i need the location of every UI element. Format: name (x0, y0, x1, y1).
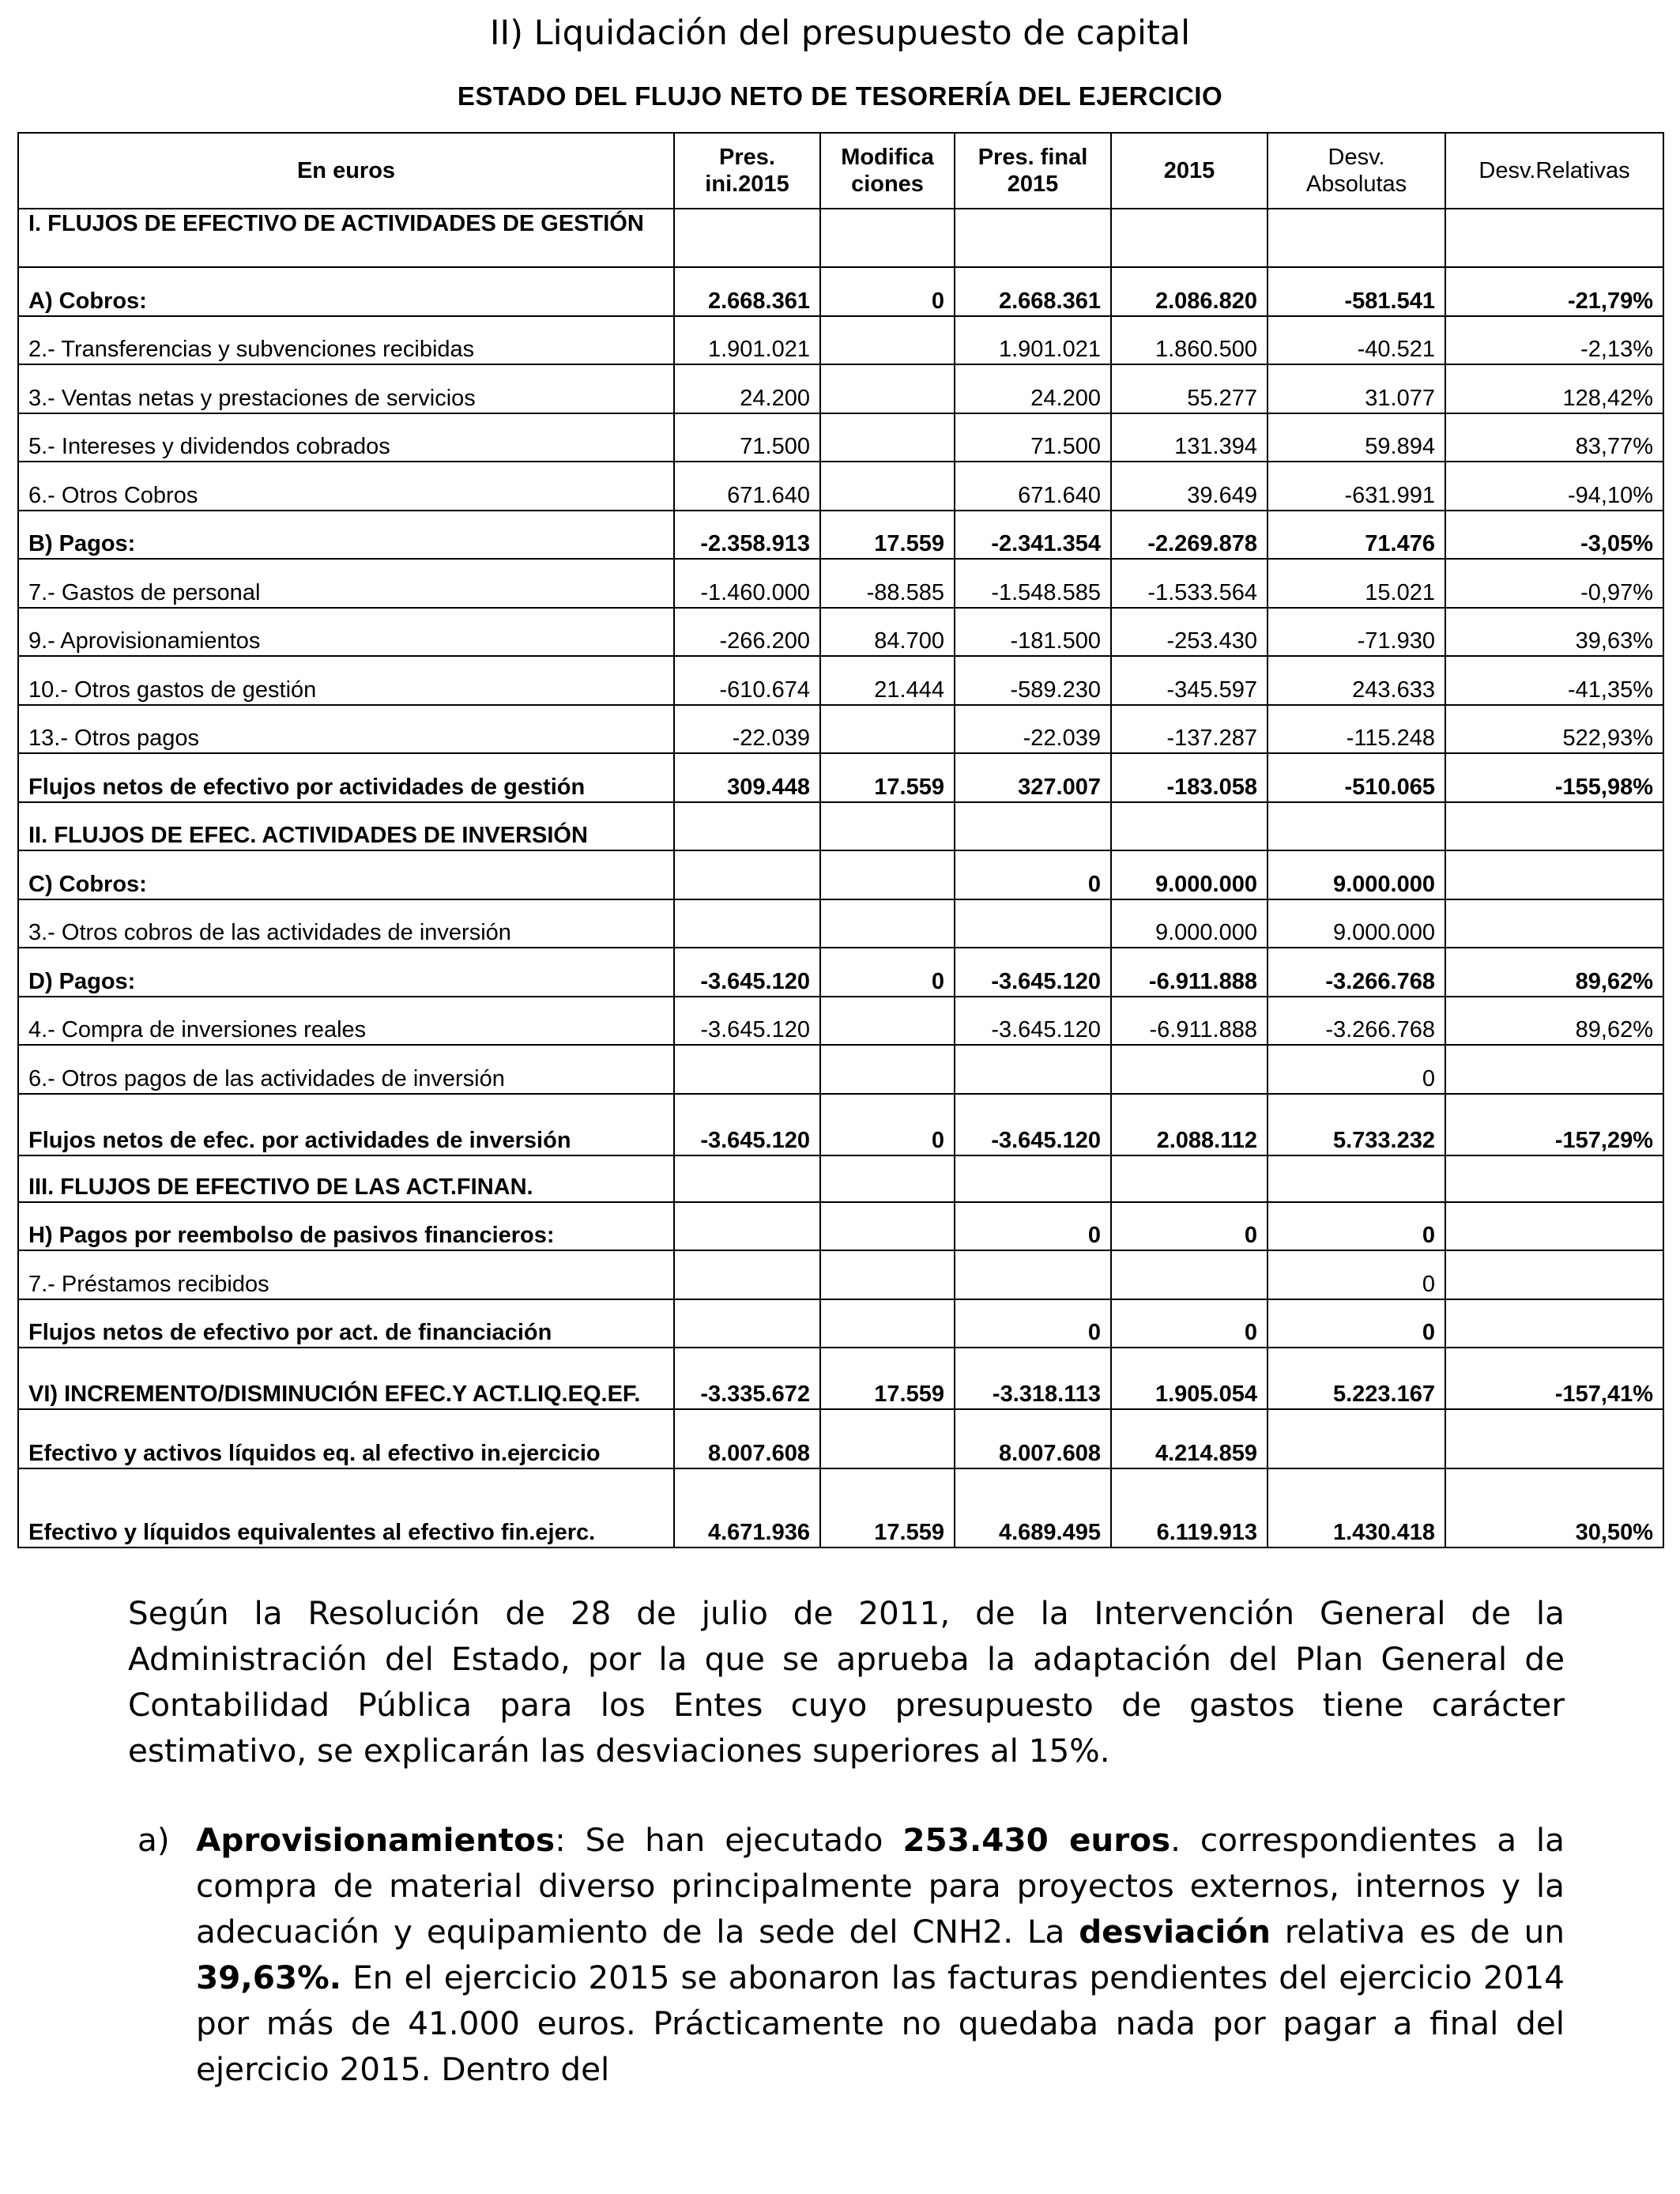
table-cell: -253.430 (1111, 608, 1268, 657)
table-cell (674, 850, 820, 899)
table-cell (1445, 850, 1663, 899)
table-row (18, 608, 1663, 657)
table-cell: 83,77% (1445, 413, 1663, 462)
table-row (18, 364, 1663, 413)
table-cell: 9.000.000 (1268, 850, 1445, 899)
table-cell: 4.671.936 (674, 1468, 820, 1547)
table-row (18, 316, 1663, 365)
table-cell (1268, 1155, 1445, 1202)
row-label: 9.- Aprovisionamientos (18, 608, 674, 657)
table-cell: 2.668.361 (955, 267, 1111, 316)
table-cell: -2.358.913 (674, 511, 820, 560)
table-cell: 6.119.913 (1111, 1468, 1268, 1547)
table-cell: -155,98% (1445, 753, 1663, 802)
table-cell (820, 1202, 955, 1251)
table-title: ESTADO DEL FLUJO NETO DE TESORERÍA DEL EJERCICIO (457, 81, 1223, 111)
table-cell: 0 (820, 948, 955, 997)
table-cell (955, 1045, 1111, 1094)
table-cell: 31.077 (1268, 364, 1445, 413)
table-cell: -3.266.768 (1268, 997, 1445, 1046)
table-cell: -0,97% (1445, 559, 1663, 608)
table-cell: 9.000.000 (1111, 850, 1268, 899)
row-label: 3.- Ventas netas y prestaciones de servicios (18, 364, 674, 413)
table-cell: 89,62% (1445, 997, 1663, 1046)
column-header: Pres. final 2015 (955, 133, 1111, 209)
table-cell (820, 705, 955, 754)
table-row (18, 705, 1663, 754)
table-row (18, 267, 1663, 316)
list-marker: a) (137, 1821, 170, 1859)
list-item-text: En el ejercicio 2015 se abonaron las facturas pendientes del ejercicio 2014 por más de 41.000 euros. Prácticamente no quedaba nada por pagar a final del ejercicio 2015. Dentro del (196, 1958, 1565, 2088)
table-cell (820, 1155, 955, 1202)
table-cell: 522,93% (1445, 705, 1663, 754)
table-cell: -157,41% (1445, 1348, 1663, 1409)
table-cell: 4.689.495 (955, 1468, 1111, 1547)
table-cell: 1.905.054 (1111, 1348, 1268, 1409)
column-header: Desv.Relativas (1445, 133, 1663, 209)
table-row (18, 802, 1663, 851)
row-label: 7.- Préstamos recibidos (18, 1250, 674, 1299)
table-row (18, 850, 1663, 899)
row-label: Flujos netos de efectivo por act. de financiación (18, 1299, 674, 1348)
table-cell: 24.200 (955, 364, 1111, 413)
table-cell (820, 802, 955, 851)
table-cell: 4.214.859 (1111, 1409, 1268, 1468)
table-cell: -510.065 (1268, 753, 1445, 802)
row-label: 2.- Transferencias y subvenciones recibidas (18, 316, 674, 365)
list-item-text: : Se han ejecutado (555, 1821, 903, 1859)
table-cell (820, 1045, 955, 1094)
table-cell: -157,29% (1445, 1094, 1663, 1155)
table-row (18, 1348, 1663, 1409)
row-label: III. FLUJOS DE EFECTIVO DE LAS ACT.FINAN. (18, 1155, 674, 1202)
table-cell (1445, 802, 1663, 851)
table-cell: -581.541 (1268, 267, 1445, 316)
table-cell: 1.430.418 (1268, 1468, 1445, 1547)
table-cell: 128,42% (1445, 364, 1663, 413)
table-cell (1111, 1250, 1268, 1299)
row-label: 7.- Gastos de personal (18, 559, 674, 608)
table-cell: -631.991 (1268, 462, 1445, 511)
table-cell (1111, 1155, 1268, 1202)
row-label: 3.- Otros cobros de las actividades de inversión (18, 899, 674, 948)
table-cell: 0 (1268, 1045, 1445, 1094)
table-cell: -183.058 (1111, 753, 1268, 802)
row-label: Flujos netos de efectivo por actividades de gestión (18, 753, 674, 802)
table-cell: 9.000.000 (1111, 899, 1268, 948)
section-heading: II) Liquidación del presupuesto de capital (489, 13, 1191, 53)
table-cell (820, 1250, 955, 1299)
table-cell: 8.007.608 (674, 1409, 820, 1468)
table-cell (1111, 1045, 1268, 1094)
list-item-deviation-value: 39,63%. (196, 1958, 342, 1996)
table-cell (955, 1250, 1111, 1299)
row-label: 13.- Otros pagos (18, 705, 674, 754)
table-cell: 1.901.021 (955, 316, 1111, 365)
table-cell (674, 1045, 820, 1094)
table-cell: 89,62% (1445, 948, 1663, 997)
table-cell: -3.266.768 (1268, 948, 1445, 997)
table-cell (820, 1409, 955, 1468)
table-row (18, 559, 1663, 608)
table-cell (820, 997, 955, 1046)
table-row (18, 1094, 1663, 1155)
table-cell: -3.645.120 (955, 1094, 1111, 1155)
table-row (18, 462, 1663, 511)
table-cell (1445, 1250, 1663, 1299)
table-row (18, 209, 1663, 267)
row-label: Efectivo y activos líquidos eq. al efectivo in.ejercicio (18, 1409, 674, 1468)
table-row (18, 511, 1663, 560)
table-cell (820, 462, 955, 511)
table-cell (820, 850, 955, 899)
table-row (18, 656, 1663, 705)
table-cell: 0 (1111, 1202, 1268, 1251)
table-cell: 84.700 (820, 608, 955, 657)
table-cell: 17.559 (820, 511, 955, 560)
table-row (18, 1299, 1663, 1348)
table-cell: -3.645.120 (674, 948, 820, 997)
row-label: B) Pagos: (18, 511, 674, 560)
table-row (18, 1155, 1663, 1202)
table-cell: 0 (1268, 1202, 1445, 1251)
table-cell: 0 (1111, 1299, 1268, 1348)
row-label: VI) INCREMENTO/DISMINUCIÓN EFEC.Y ACT.LIQ.EQ.EF. (18, 1348, 674, 1409)
table-cell (1445, 1045, 1663, 1094)
table-cell: 17.559 (820, 1468, 955, 1547)
table-cell: -22.039 (955, 705, 1111, 754)
table-cell: -137.287 (1111, 705, 1268, 754)
row-label: Efectivo y líquidos equivalentes al efectivo fin.ejerc. (18, 1468, 674, 1547)
row-label: 6.- Otros Cobros (18, 462, 674, 511)
table-row (18, 1250, 1663, 1299)
table-cell (820, 364, 955, 413)
table-cell (820, 413, 955, 462)
row-label: H) Pagos por reembolso de pasivos financieros: (18, 1202, 674, 1251)
table-cell: -1.548.585 (955, 559, 1111, 608)
table-cell: -3.645.120 (674, 997, 820, 1046)
table-cell: 131.394 (1111, 413, 1268, 462)
column-header: Pres. ini.2015 (674, 133, 820, 209)
table-row (18, 997, 1663, 1046)
table-cell (674, 1299, 820, 1348)
table-cell (674, 209, 820, 267)
table-cell (820, 316, 955, 365)
table-cell: 17.559 (820, 753, 955, 802)
table-row (18, 753, 1663, 802)
table-cell: -1.533.564 (1111, 559, 1268, 608)
table-cell: -345.597 (1111, 656, 1268, 705)
table-cell: -3,05% (1445, 511, 1663, 560)
row-label: 10.- Otros gastos de gestión (18, 656, 674, 705)
column-header: En euros (18, 133, 674, 209)
table-row (18, 1409, 1663, 1468)
table-cell: -6.911.888 (1111, 997, 1268, 1046)
table-row (18, 948, 1663, 997)
table-cell: -94,10% (1445, 462, 1663, 511)
table-cell (820, 209, 955, 267)
column-header: Modifica ciones (820, 133, 955, 209)
column-header: 2015 (1111, 133, 1268, 209)
explanatory-paragraph: Según la Resolución de 28 de julio de 2011, de la Intervención General de la Administración del Estado, por la que se aprueba la adaptación del Plan General de Contabilidad Pública para los Entes cuyo presupuesto de gastos tiene carácter estimativo, se explicarán las desviaciones superiores al 15%. (128, 1594, 1565, 1770)
table-cell: 5.223.167 (1268, 1348, 1445, 1409)
table-cell (674, 1250, 820, 1299)
table-cell (1268, 802, 1445, 851)
list-item-term: Aprovisionamientos (196, 1821, 556, 1859)
table-cell: 71.500 (955, 413, 1111, 462)
row-label: A) Cobros: (18, 267, 674, 316)
table-row (18, 1045, 1663, 1094)
table-cell: -266.200 (674, 608, 820, 657)
row-label: D) Pagos: (18, 948, 674, 997)
table-row (18, 1468, 1663, 1547)
table-cell: 243.633 (1268, 656, 1445, 705)
table-cell: -610.674 (674, 656, 820, 705)
table-cell: 71.476 (1268, 511, 1445, 560)
table-cell: 0 (1268, 1250, 1445, 1299)
table-cell: 5.733.232 (1268, 1094, 1445, 1155)
row-label: 6.- Otros pagos de las actividades de inversión (18, 1045, 674, 1094)
table-header-row (18, 133, 1663, 209)
table-cell (1445, 1299, 1663, 1348)
table-cell: 9.000.000 (1268, 899, 1445, 948)
table-cell: 2.086.820 (1111, 267, 1268, 316)
list-item-amount: 253.430 euros (902, 1821, 1171, 1859)
table-cell: -71.930 (1268, 608, 1445, 657)
table-cell: 8.007.608 (955, 1409, 1111, 1468)
table-cell: 0 (1268, 1299, 1445, 1348)
table-cell: -2,13% (1445, 316, 1663, 365)
table-cell (1445, 899, 1663, 948)
table-cell: -589.230 (955, 656, 1111, 705)
list-item-text: relativa es de un (1270, 1913, 1565, 1951)
table-cell: -3.335.672 (674, 1348, 820, 1409)
table-cell (955, 802, 1111, 851)
table-cell: 309.448 (674, 753, 820, 802)
table-cell: 39,63% (1445, 608, 1663, 657)
table-row (18, 899, 1663, 948)
row-label: Flujos netos de efec. por actividades de inversión (18, 1094, 674, 1155)
table-cell: -3.318.113 (955, 1348, 1111, 1409)
table-cell: -41,35% (1445, 656, 1663, 705)
table-cell: 1.901.021 (674, 316, 820, 365)
row-label: C) Cobros: (18, 850, 674, 899)
table-cell: 671.640 (674, 462, 820, 511)
list-item-text: . correspondientes a la compra de material diverso principalmente para proyectos externos, internos y la adecuación y equipamiento de la sede del CNH2. La (196, 1821, 1565, 1951)
table-cell: 0 (820, 1094, 955, 1155)
table-cell: 71.500 (674, 413, 820, 462)
table-cell: -40.521 (1268, 316, 1445, 365)
table-cell: 2.668.361 (674, 267, 820, 316)
table-cell: 15.021 (1268, 559, 1445, 608)
table-cell: -3.645.120 (674, 1094, 820, 1155)
table-cell: -2.341.354 (955, 511, 1111, 560)
table-cell: 0 (955, 1299, 1111, 1348)
row-label: I. FLUJOS DE EFECTIVO DE ACTIVIDADES DE GESTIÓN (18, 209, 674, 267)
table-cell (820, 1299, 955, 1348)
table-cell (1445, 1155, 1663, 1202)
table-cell (674, 899, 820, 948)
list-item-aprovisionamientos (196, 1817, 1565, 2092)
table-cell (1268, 209, 1445, 267)
column-header: Desv. Absolutas (1268, 133, 1445, 209)
row-label: 4.- Compra de inversiones reales (18, 997, 674, 1046)
table-cell: 671.640 (955, 462, 1111, 511)
table-cell: 39.649 (1111, 462, 1268, 511)
table-cell (674, 802, 820, 851)
table-row (18, 413, 1663, 462)
table-cell (1111, 802, 1268, 851)
table-cell: 0 (820, 267, 955, 316)
table-cell (1268, 1409, 1445, 1468)
table-cell: -88.585 (820, 559, 955, 608)
table-cell (955, 1155, 1111, 1202)
table-cell (820, 899, 955, 948)
table-cell (1111, 209, 1268, 267)
table-cell: 0 (955, 850, 1111, 899)
table-cell: 30,50% (1445, 1468, 1663, 1547)
table-cell: -181.500 (955, 608, 1111, 657)
table-cell: 17.559 (820, 1348, 955, 1409)
table-cell: 59.894 (1268, 413, 1445, 462)
table-cell: -21,79% (1445, 267, 1663, 316)
table-cell: -6.911.888 (1111, 948, 1268, 997)
table-cell: 21.444 (820, 656, 955, 705)
table-cell: -22.039 (674, 705, 820, 754)
row-label: 5.- Intereses y dividendos cobrados (18, 413, 674, 462)
table-cell (955, 209, 1111, 267)
row-label: II. FLUJOS DE EFEC. ACTIVIDADES DE INVERSIÓN (18, 802, 674, 851)
table-cell: 1.860.500 (1111, 316, 1268, 365)
table-cell (1445, 1409, 1663, 1468)
table-cell (955, 899, 1111, 948)
table-cell (674, 1155, 820, 1202)
table-cell: -2.269.878 (1111, 511, 1268, 560)
table-cell: 2.088.112 (1111, 1094, 1268, 1155)
table-cell: 327.007 (955, 753, 1111, 802)
cash-flow-table (17, 132, 1664, 1548)
table-cell: -3.645.120 (955, 997, 1111, 1046)
list-item-deviation-word: desviación (1079, 1913, 1271, 1951)
table-cell: 0 (955, 1202, 1111, 1251)
table-row (18, 1202, 1663, 1251)
table-cell: -1.460.000 (674, 559, 820, 608)
table-cell: -115.248 (1268, 705, 1445, 754)
table-cell: 24.200 (674, 364, 820, 413)
table-cell: -3.645.120 (955, 948, 1111, 997)
table-cell (1445, 209, 1663, 267)
table-cell (1445, 1202, 1663, 1251)
table-cell: 55.277 (1111, 364, 1268, 413)
table-cell (674, 1202, 820, 1251)
